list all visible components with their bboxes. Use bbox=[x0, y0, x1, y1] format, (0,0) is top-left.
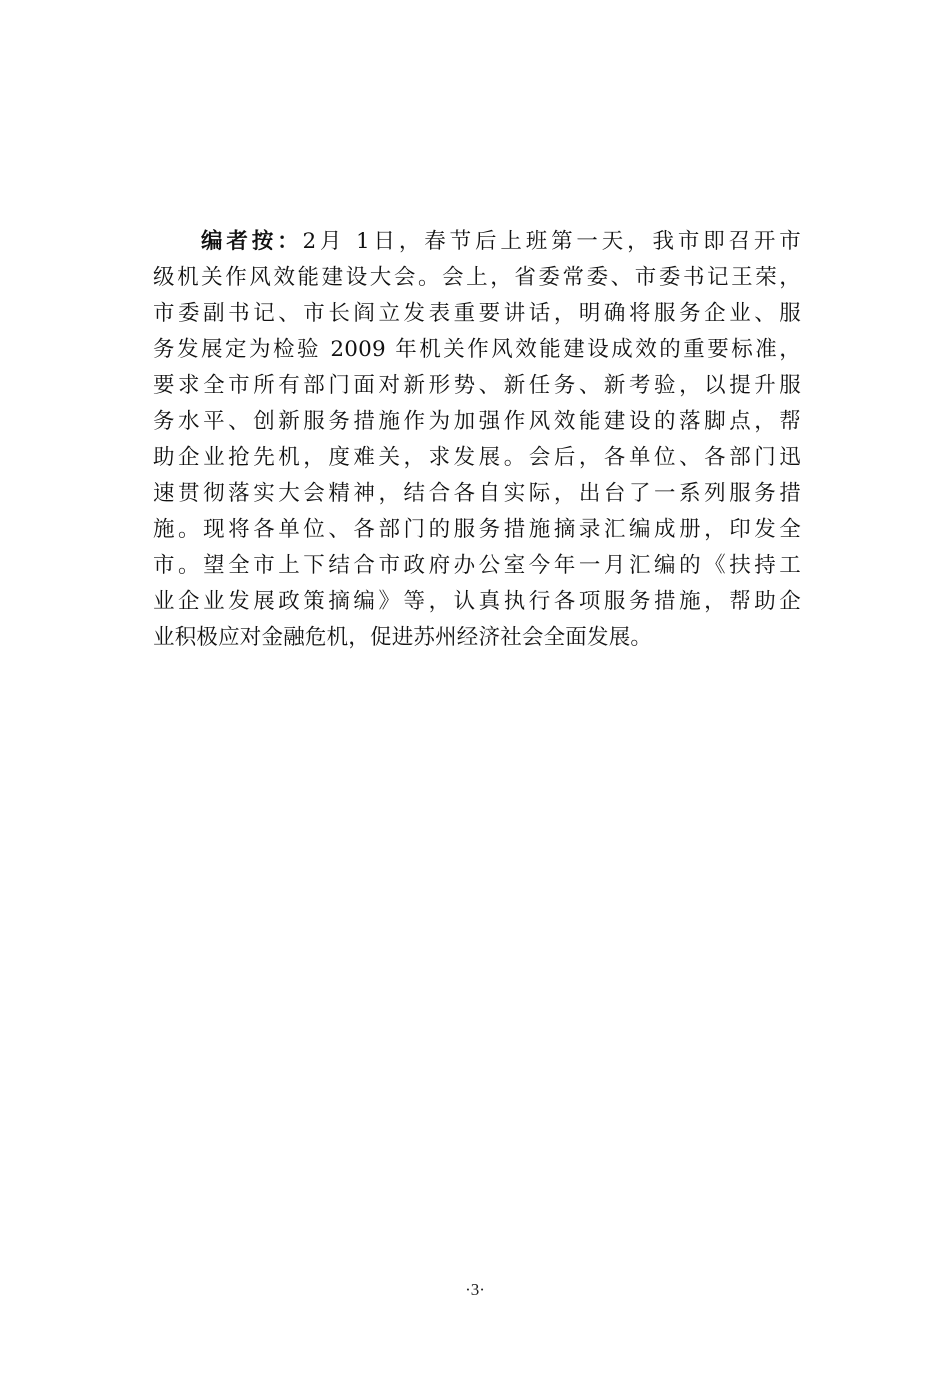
editor-note-line-1-text: 2月 1日，春节后上班第一天，我市即召开市 bbox=[302, 229, 801, 254]
editor-note-paragraph bbox=[153, 224, 801, 656]
editor-note-line-9: 施。现将各单位、各部门的服务措施摘录汇编成册，印发全 bbox=[153, 517, 801, 542]
editor-note-line-4: 务发展定为检验 2009 年机关作风效能建设成效的重要标准， bbox=[153, 337, 801, 362]
editor-note-label: 编者按： bbox=[201, 229, 303, 254]
editor-note-line-7: 助企业抢先机，度难关，求发展。会后，各单位、各部门迅 bbox=[153, 445, 801, 470]
editor-note-line-3: 市委副书记、市长阎立发表重要讲话，明确将服务企业、服 bbox=[153, 301, 801, 326]
editor-note-line-11: 业企业发展政策摘编》等，认真执行各项服务措施，帮助企 bbox=[153, 589, 801, 614]
editor-note-line-2: 级机关作风效能建设大会。会上，省委常委、市委书记王荣， bbox=[153, 265, 801, 290]
editor-note-line-1 bbox=[153, 224, 801, 260]
page-number: ·3· bbox=[465, 1280, 485, 1299]
editor-note-line-10: 市。望全市上下结合市政府办公室今年一月汇编的《扶持工 bbox=[153, 553, 801, 578]
editor-note-line-6: 务水平、创新服务措施作为加强作风效能建设的落脚点，帮 bbox=[153, 409, 801, 434]
editor-note-line-12: 业积极应对金融危机，促进苏州经济社会全面发展。 bbox=[153, 625, 653, 650]
editor-note-line-5: 要求全市所有部门面对新形势、新任务、新考验，以提升服 bbox=[153, 373, 801, 398]
editor-note-line-8: 速贯彻落实大会精神，结合各自实际，出台了一系列服务措 bbox=[153, 481, 801, 506]
